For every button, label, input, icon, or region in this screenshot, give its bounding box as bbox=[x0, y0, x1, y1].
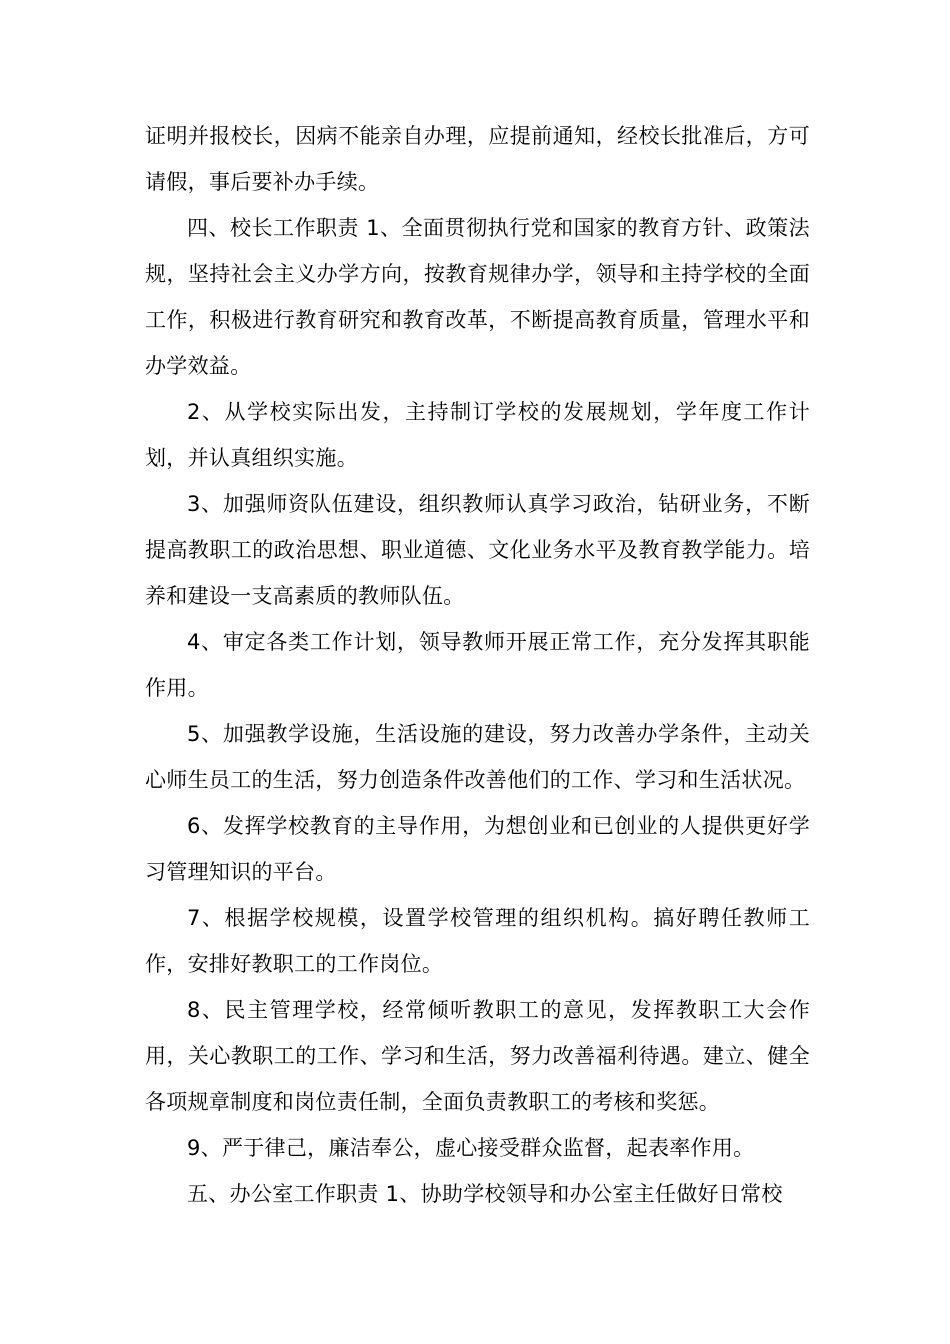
paragraph-principal-duties: 四、校长工作职责 1、全面贯彻执行党和国家的教育方针、政策法规，坚持社会主义办学方向，按教育规律办学，领导和主持学校的全面工作，积极进行教育研究和教育改革，不断提高教育质量，管理水平和办学效益。 bbox=[145, 216, 810, 378]
paragraph-item-8: 8、民主管理学校，经常倾听教职工的意见，发挥教职工大会作用，关心教职工的工作、学习和生活，努力改善福利待遇。建立、健全各项规章制度和岗位责任制，全面负责教职工的考核和奖惩。 bbox=[145, 998, 810, 1114]
paragraph-item-5: 5、加强教学设施，生活设施的建设，努力改善办学条件，主动关心师生员工的生活，努力创造条件改善他们的工作、学习和生活状况。 bbox=[145, 722, 810, 792]
paragraph-item-9: 9、严于律己，廉洁奉公，虚心接受群众监督，起表率作用。 bbox=[187, 1136, 755, 1160]
paragraph-continuation: 证明并报校长，因病不能亲自办理，应提前通知，经校长批准后，方可请假，事后要补办手续。 bbox=[145, 124, 810, 194]
paragraph-item-2: 2、从学校实际出发，主持制订学校的发展规划，学年度工作计划，并认真组织实施。 bbox=[145, 400, 810, 470]
paragraph-item-3: 3、加强师资队伍建设，组织教师认真学习政治，钻研业务，不断提高教职工的政治思想、职业道德、文化业务水平及教育教学能力。培养和建设一支高素质的教师队伍。 bbox=[145, 492, 810, 608]
paragraph-office-duties: 五、办公室工作职责 1、协助学校领导和办公室主任做好日常校 bbox=[187, 1182, 783, 1206]
paragraph-item-6: 6、发挥学校教育的主导作用，为想创业和已创业的人提供更好学习管理知识的平台。 bbox=[145, 814, 810, 884]
document-body bbox=[145, 113, 810, 1217]
paragraph-item-4: 4、审定各类工作计划，领导教师开展正常工作，充分发挥其职能作用。 bbox=[145, 630, 810, 700]
paragraph-item-7: 7、根据学校规模，设置学校管理的组织机构。搞好聘任教师工作，安排好教职工的工作岗位。 bbox=[145, 906, 810, 976]
